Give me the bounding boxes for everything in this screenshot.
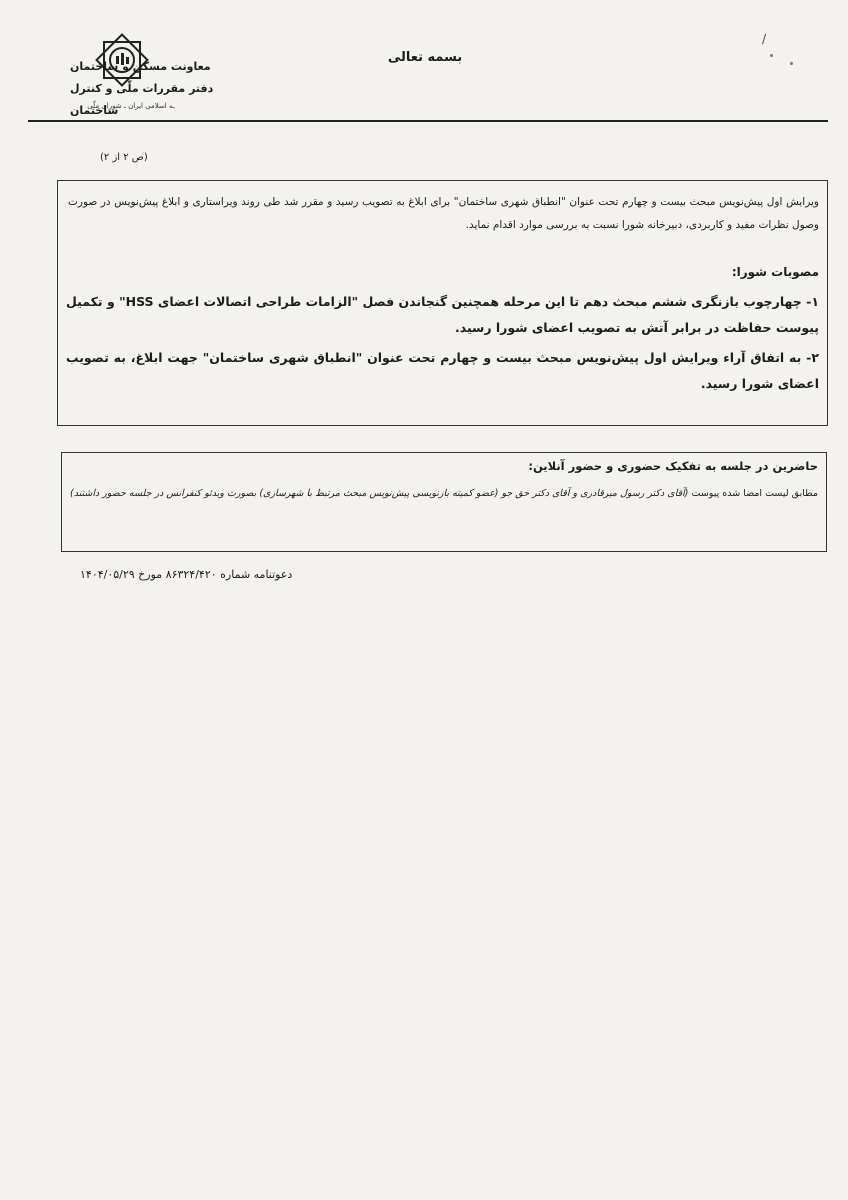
minutes-paragraph: ویرایش اول پیش‌نویس مبحث بیست و چهارم تحت عنوان "انطباق شهری ساختمان" برای ابلاغ به تصویب رسید و مقرر شد طی روند ویراستاری و ابلاغ پیش‌نویس در صورت وصول نظرات مفید و کاربردی، دبیرخانه شورا نسبت به بررسی موارد اقدام نماید. (68, 196, 819, 231)
invitation-reference: دعوتنامه شماره ۸۶۳۲۴/۴۲۰ مورخ ۱۴۰۴/۰۵/۲۹ (80, 568, 293, 581)
organization-heading (70, 56, 240, 122)
scan-speck (770, 54, 773, 57)
resolution-item: ۲- به اتفاق آراء ویرایش اول پیش‌نویس مبحث بیست و چهارم تحت عنوان "انطباق شهری ساختمان" جهت ابلاغ، به تصویب اعضای شورا رسید. (66, 350, 819, 391)
attendees-box (61, 452, 827, 552)
attendees-text-note: (آقای دکتر رسول میرقادری و آقای دکتر حق جو (عضو کمیته بازنویسی پیش‌نویس مبحث مرتبط با شهرسازی) بصورت ویدئو کنفرانس در جلسه حضور داشتند) (70, 488, 689, 499)
resolutions-title: مصوبات شورا: (731, 265, 819, 279)
org-line-1: معاونت مسکن و ساختمان (70, 60, 211, 73)
attendees-title: حاضرین در جلسه به تفکیک حضوری و حضور آنلاین: (528, 459, 818, 473)
logo-caption: ـه اسلامی ایران ـ شورای ملّی (87, 102, 175, 110)
minutes-box (57, 180, 828, 426)
header-divider (28, 120, 828, 122)
org-line-2: دفتر مقررات ملّی و کنترل ساختمان (70, 82, 214, 117)
page-number: (ص ۲ از ۲) (100, 152, 148, 163)
basmala-heading: بسمه تعالی (387, 50, 463, 65)
corner-mark: / (762, 32, 767, 46)
attendees-text (68, 483, 818, 504)
attendees-text-prefix: مطابق لیست امضا شده پیوست (688, 488, 818, 499)
scan-speck (790, 62, 793, 65)
resolution-item: ۱- چهارچوب بازنگری ششم مبحث دهم تا این مرحله همچنین گنجاندن فصل "الزامات طراحی اتصالات اعضای HSS" و تکمیل پیوست حفاظت در برابر آتش به تصویب اعضای شورا رسید. (66, 294, 820, 335)
